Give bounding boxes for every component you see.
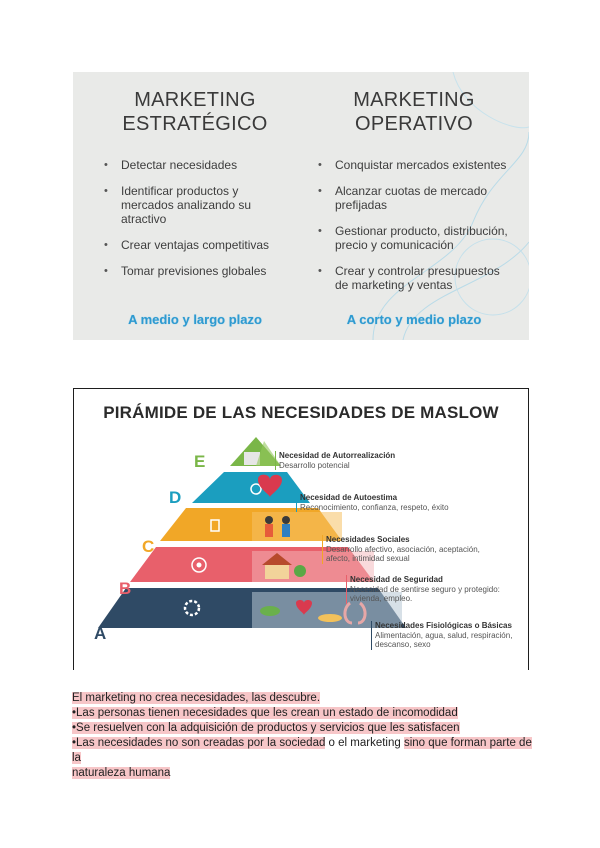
note-line: naturaleza humana [72, 767, 171, 779]
list-item: • Tomar previsiones globales [95, 264, 295, 278]
person-icon [282, 516, 290, 524]
level-c-text: Necesidades Sociales Desarrollo afectivo, asociación, aceptación, afecto, intimidad sexual [322, 535, 480, 564]
level-c-letter: C [142, 537, 155, 556]
strategic-timeframe: A medio y largo plazo [128, 312, 262, 327]
list-item: • Identificar productos y mercados analizando su atractivo [95, 184, 295, 226]
notes-section [72, 691, 542, 781]
level-e-letter: E [194, 452, 206, 471]
note-line: •Se resuelven con la adquisición de productos y servicios que les satisfacen [72, 722, 460, 734]
person-icon [265, 516, 273, 524]
person-body [265, 524, 273, 537]
level-a-text: Necesidades Fisiológicas o Básicas Alimentación, agua, salud, respiración, descanso, sexo [371, 621, 512, 650]
level-a-letter: A [94, 624, 107, 643]
list-item: • Gestionar producto, distribución, precio y comunicación [309, 224, 519, 252]
level-b-text: Necesidad de Seguridad Necesidad de sentirse seguro y protegido: vivienda, empleo. [346, 575, 500, 604]
note-line: •Las personas tienen necesidades que les crean un estado de incomodidad [72, 707, 458, 719]
list-item: • Conquistar mercados existentes [309, 158, 519, 172]
strategic-bullet-list [95, 158, 295, 278]
pyramid-title: PIRÁMIDE DE LAS NECESIDADES DE MASLOW [103, 403, 499, 422]
list-item: • Detectar necesidades [95, 158, 295, 172]
tree-icon [294, 565, 306, 577]
list-item: • Crear ventajas competitivas [95, 238, 295, 252]
house-icon [265, 565, 289, 579]
note-line: •Las necesidades no son creadas por la sociedad o el marketing sino que forman parte de la [72, 737, 532, 764]
bread-icon [318, 614, 342, 622]
salad-icon [260, 606, 280, 616]
operative-bullet-list [309, 158, 519, 292]
level-d-text: Necesidad de Autoestima Reconocimiento, confianza, respeto, éxito [296, 493, 449, 512]
person-body [282, 524, 290, 537]
level-b-letter: B [119, 579, 132, 598]
list-item: • Crear y controlar presupuestos de marketing y ventas [309, 264, 519, 292]
note-line: El marketing no crea necesidades, las descubre. [72, 692, 321, 704]
level-d-letter: D [169, 488, 182, 507]
strategic-title: MARKETING ESTRATÉGICO [122, 89, 268, 135]
operative-timeframe: A corto y medio plazo [346, 312, 482, 327]
marketing-comparison-slide [73, 72, 529, 340]
maslow-pyramid-slide [73, 388, 529, 670]
level-e-text: Necesidad de Autorrealización Desarrollo potencial [275, 451, 395, 470]
list-item: • Alcanzar cuotas de mercado prefijadas [309, 184, 519, 212]
operative-title: MARKETING OPERATIVO [353, 89, 475, 135]
